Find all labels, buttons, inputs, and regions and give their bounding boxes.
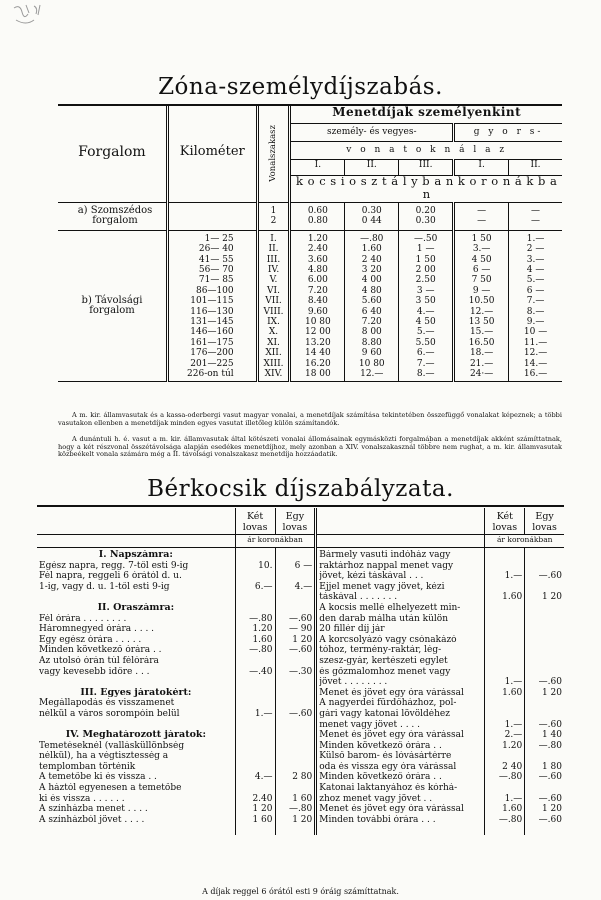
left-item-text: I. Napszámra: (98, 550, 173, 560)
class-I-personal: I. (290, 159, 345, 175)
row-b-kilometer: 101—115 (190, 296, 234, 307)
row-b-kilometer: 1— 25 (204, 233, 234, 244)
row-a1-p5: — (531, 206, 541, 216)
row-b-price: 1 — (416, 244, 435, 255)
row-b-price: 12 00 (304, 327, 331, 338)
col-egy-lovas-left: Egy lovas (275, 508, 316, 535)
right-item-egy-lovas (527, 550, 562, 561)
right-item-egy-lovas: —.60 (538, 772, 562, 783)
row-b-kilometer: 116—130 (190, 306, 234, 317)
col-egy-lovas-right: Egy lovas (525, 508, 564, 535)
left-item-egy-lovas: 6 — (294, 560, 313, 571)
left-item-text: Az utolsó órán túl félórára (39, 655, 159, 666)
row-b-kilometer: 71— 85 (198, 275, 234, 286)
right-item-text: Bármely vasuti indóház vagy (319, 550, 451, 560)
row-a1-p4: — (477, 206, 487, 216)
right-item-egy-lovas: —.60 (538, 571, 562, 582)
right-item-ket-lovas (487, 582, 522, 593)
right-item-text: raktárhoz nappal menet vagy (319, 560, 454, 571)
right-item-ket-lovas: 2 40 (502, 761, 523, 772)
right-item-egy-lovas (527, 645, 562, 656)
right-item-text: Éjjel menet vagy jövet, kézi (319, 581, 445, 592)
left-item-ket-lovas: 1.60 (252, 634, 273, 645)
row-b-price: 9.60 (307, 306, 328, 317)
zone-fare-table (58, 104, 562, 382)
left-item-ket-lovas (238, 751, 273, 762)
row-b-price: 6 — (526, 285, 545, 296)
header-kilometer: Kilométer (179, 144, 245, 160)
group-szomszedos: a) Szomszédos forgalom (77, 205, 153, 227)
cab-footnote: A díjak reggel 6 órától esti 9 óráig számíttatnak. (202, 887, 399, 896)
right-item-text: Külső barom- és lóvásártérre (319, 751, 452, 762)
right-item-egy-lovas: 1 40 (541, 730, 562, 741)
row-a1-p3: 0.20 (415, 206, 436, 216)
row-b-price: 16.20 (304, 358, 331, 369)
row-b-price: 2 — (526, 244, 545, 255)
left-item-ket-lovas (238, 550, 273, 561)
right-item-egy-lovas: —.60 (538, 793, 562, 804)
left-item-text (39, 592, 233, 603)
row-b-szakasz: IV. (267, 264, 280, 275)
row-b-price: 5.50 (415, 337, 436, 348)
left-item-egy-lovas: 1 60 (292, 793, 313, 804)
right-item-text: tóhoz, termény-raktár, lég- (319, 645, 442, 656)
right-item-text: jövet . . . . . . . . (319, 677, 388, 688)
right-item-ket-lovas (487, 667, 522, 678)
row-b-price: 7.20 (361, 316, 382, 327)
right-item-ket-lovas (487, 783, 522, 794)
row-b-price: 2.50 (415, 275, 436, 286)
left-item-text (39, 720, 233, 731)
left-item-egy-lovas (278, 751, 313, 762)
row-b-kilometer: 86—100 (196, 285, 234, 296)
left-item-text: Egy egész órára . . . . . (39, 634, 142, 645)
left-item-text: Megállapodás és visszamenet (39, 698, 175, 709)
left-item-text: nélkül a város sorompóin belül (39, 708, 180, 719)
row-b-price: 24·— (469, 368, 494, 379)
left-item-text: Fél órára . . . . . . . . (39, 613, 127, 624)
row-b-price: 12.— (360, 368, 384, 379)
row-a2-p3: 0.30 (415, 216, 436, 227)
right-item-egy-lovas: 1 20 (541, 804, 562, 815)
row-b-price: 8.80 (361, 337, 382, 348)
left-item-text: vagy kevesebb időre . . . (39, 666, 150, 677)
left-item-ket-lovas (238, 730, 273, 741)
right-item-text: gári vagy katonai lövöldéhez (319, 708, 450, 719)
row-b-price: 5.— (526, 275, 545, 286)
row-b-price: 6.— (416, 348, 435, 359)
row-b-price: 15.— (469, 327, 494, 338)
right-item-text: A kocsis mellé elhelyezett min- (319, 602, 461, 613)
row-b-price: 6.00 (307, 275, 328, 286)
row-b-szakasz: XIII. (263, 358, 284, 369)
right-item-ket-lovas: 1.60 (502, 687, 523, 698)
left-item-egy-lovas: —.60 (288, 613, 313, 624)
left-item-ket-lovas: —.80 (249, 613, 273, 624)
group-tavolsagi: b) Távolsági forgalom (81, 294, 143, 317)
row-b-price: 4.— (416, 306, 435, 317)
right-item-text: den darab málha után külön (319, 613, 449, 624)
row-b-price: 9 60 (361, 348, 382, 359)
left-item-egy-lovas: —.80 (288, 804, 313, 815)
row-b-szakasz: VI. (267, 285, 280, 296)
unit-right: ár koronákban (485, 535, 564, 548)
right-item-ket-lovas (487, 614, 522, 625)
row-a2-p4: — (477, 216, 487, 227)
cab-title-rule (37, 505, 564, 507)
cab-fare-table (37, 508, 564, 835)
row-b-kilometer: 26— 40 (198, 244, 234, 255)
row-b-price: 1 50 (471, 233, 492, 244)
right-item-ket-lovas (487, 645, 522, 656)
row-b-price: —.50 (414, 233, 438, 244)
left-item-egy-lovas (278, 677, 313, 688)
row-b-price: 1.60 (361, 244, 382, 255)
row-b-kilometer: 146—160 (190, 327, 234, 338)
row-b-price: 4.80 (307, 264, 328, 275)
right-item-egy-lovas (527, 635, 562, 646)
right-item-egy-lovas (527, 667, 562, 678)
left-item-ket-lovas: —.80 (249, 645, 273, 656)
left-item-ket-lovas (238, 741, 273, 752)
header-forgalom: Forgalom (78, 143, 146, 160)
right-item-text: Menet és jövet egy óra várással (319, 804, 464, 815)
left-item-egy-lovas: 2 80 (292, 772, 313, 783)
row-b-kilometer: 176—200 (190, 348, 234, 359)
row-b-price: 5.60 (361, 296, 382, 307)
left-item-ket-lovas: 1 60 (252, 814, 273, 825)
left-item-ket-lovas (238, 571, 273, 582)
row-b-price: 7 50 (471, 275, 492, 286)
row-b-price: 13 50 (468, 316, 495, 327)
left-item-text: A színházba menet . . . . (39, 804, 148, 815)
right-item-text: Minden további órára . . . (319, 814, 436, 825)
row-a2-p1: 0.80 (307, 216, 328, 227)
left-item-text: templomban történik (39, 761, 136, 772)
row-b-price: 12.— (469, 306, 494, 317)
right-item-ket-lovas (487, 550, 522, 561)
right-item-text: A korcsolyázó vagy csónakázó (319, 634, 457, 645)
row-b-price: 8.— (416, 368, 435, 379)
right-item-egy-lovas (527, 656, 562, 667)
right-item-ket-lovas (487, 709, 522, 720)
left-item-egy-lovas (278, 783, 313, 794)
right-item-text: 20 fillér díj jár (319, 624, 385, 635)
note-second-paragraph: A dunántuli h. é. vasut a m. kir. államvasutak által kötészeti vonalai állomásainak egymásközti forgalmában a menetdíjak akként számíttatnak, hogy a két részvonal összétávolsága alapján esedékes menetdíjhoz, mely azonban a XIV. vonalszakasznál több̈re nem rughat, a m. kir. államvasutak közbeékelt vonala számára még a II. távolsági vonalszakasz menetdíja hozzáadatik. (58, 435, 562, 459)
left-item-text (39, 677, 233, 688)
row-b-price: 3.60 (307, 254, 328, 265)
left-item-ket-lovas (238, 688, 273, 699)
right-item-text: Katonai laktanyához és kórhá- (319, 783, 458, 794)
right-item-egy-lovas: —.80 (538, 740, 562, 751)
right-item-text: és gőzmalomhoz menet vagy (319, 666, 451, 677)
row-b-kilometer: 131—145 (190, 316, 234, 327)
row-b-szakasz: III. (266, 254, 281, 265)
left-item-ket-lovas: 2.40 (252, 793, 273, 804)
right-item-ket-lovas: 1.— (504, 677, 523, 688)
left-item-egy-lovas: —.30 (288, 666, 313, 677)
left-item-ket-lovas: 4.— (254, 772, 273, 783)
row-b-price: 7.— (416, 358, 435, 369)
class-II-fast: II. (509, 159, 562, 175)
left-item-egy-lovas: 4.— (294, 581, 313, 592)
right-item-ket-lovas (487, 561, 522, 572)
cab-fare-title: Bérkocsik díjszabályzata. (147, 476, 454, 502)
row-b-price: 6 — (472, 264, 491, 275)
row-b-price: 4 00 (361, 275, 382, 286)
row-b-szakasz: XIV. (264, 368, 283, 379)
row-b-kilometer: 226-on túl (187, 368, 234, 379)
right-item-egy-lovas (527, 751, 562, 762)
right-item-egy-lovas: —.60 (538, 719, 562, 730)
right-item-egy-lovas: —.60 (538, 677, 562, 688)
right-item-text: Minden következő órára . . (319, 772, 442, 783)
row-b-price: 6 40 (361, 306, 382, 317)
left-item-text: Minden következő órára . . (39, 645, 162, 656)
row-b-price: 3.— (526, 254, 545, 265)
row-b-price: 10 80 (358, 358, 385, 369)
row-b-price: 3 20 (361, 264, 382, 275)
left-item-text: A temetőbe ki és vissza . . (39, 772, 157, 783)
right-item-ket-lovas: 1.— (504, 719, 523, 730)
left-item-egy-lovas (278, 656, 313, 667)
left-item-egy-lovas (278, 550, 313, 561)
right-item-ket-lovas: 1.60 (502, 804, 523, 815)
left-item-ket-lovas: 10. (258, 560, 273, 571)
row-b-price: 9 — (472, 285, 491, 296)
right-item-ket-lovas (487, 656, 522, 667)
col-ket-lovas-right: Két lovas (485, 508, 525, 535)
row-a1-p2: 0.30 (361, 206, 382, 216)
row-b-szakasz: XII. (265, 348, 282, 359)
left-item-text: II. Óraszámra: (97, 602, 175, 613)
right-item-text: oda és vissza egy óra várással (319, 761, 457, 772)
class-II-personal: II. (345, 159, 399, 175)
left-item-egy-lovas: 1 20 (292, 814, 313, 825)
row-a2-szakasz: 2 (270, 216, 277, 227)
row-b-price: 3 — (416, 285, 435, 296)
right-item-ket-lovas: —.80 (498, 814, 523, 825)
right-item-egy-lovas (527, 603, 562, 614)
row-b-price: 8 00 (361, 327, 382, 338)
header-gyors: g y o r s- (473, 127, 544, 138)
left-item-ket-lovas (238, 698, 273, 709)
left-item-egy-lovas (278, 730, 313, 741)
row-b-price: 10 80 (304, 316, 331, 327)
right-item-egy-lovas: 1 20 (541, 687, 562, 698)
row-b-price: 3 50 (415, 296, 436, 307)
right-item-text: menet vagy jövet . . . . (319, 719, 421, 730)
row-b-szakasz: I. (270, 233, 277, 244)
left-item-egy-lovas: —.60 (288, 645, 313, 656)
row-b-price: 10 — (523, 327, 548, 338)
row-b-kilometer: 201—225 (190, 358, 234, 369)
left-item-text: III. Egyes járatokért: (80, 687, 192, 698)
header-vonalszakasz: Vonalszakasz (268, 124, 279, 182)
left-item-ket-lovas (238, 762, 273, 773)
right-item-text: A nagyerdei fürdőházhoz, pol- (319, 698, 457, 709)
right-item-egy-lovas (527, 709, 562, 720)
row-b-price: 18 00 (304, 368, 331, 379)
row-b-price: 4 50 (415, 316, 436, 327)
left-item-text: 1-ig, vagy d. u. 1-től esti 9-ig (39, 581, 170, 592)
right-item-egy-lovas: —.60 (538, 814, 562, 825)
right-item-ket-lovas: 2.— (504, 730, 523, 741)
row-b-price: 2 00 (415, 264, 436, 275)
left-item-ket-lovas (238, 603, 273, 614)
left-item-text: Fél napra, reggeli 6 órától d. u. (39, 571, 182, 582)
row-a1-p1: 0.60 (307, 206, 328, 216)
row-b-szakasz: II. (268, 244, 279, 255)
row-b-price: 4 50 (471, 254, 492, 265)
left-item-ket-lovas (238, 677, 273, 688)
right-item-text: zhoz menet vagy jövet . . (319, 793, 433, 804)
header-menetdijak: Menetdíjak személyenkint (332, 105, 522, 120)
col-ket-lovas-left: Két lovas (235, 508, 275, 535)
left-item-text: Temetéseknél (vallásküllönbség (39, 740, 185, 751)
row-b-szakasz: V. (269, 275, 278, 286)
left-item-ket-lovas: 1.20 (252, 624, 273, 635)
row-a1-szakasz: 1 (270, 206, 277, 216)
left-item-ket-lovas: 6.— (254, 581, 273, 592)
right-item-egy-lovas (527, 698, 562, 709)
left-item-egy-lovas (278, 571, 313, 582)
row-b-price: 12.— (523, 348, 548, 359)
row-b-szakasz: XI. (267, 337, 280, 348)
row-b-price: 5.— (416, 327, 435, 338)
left-item-egy-lovas (278, 592, 313, 603)
row-b-price: —.80 (360, 233, 384, 244)
left-item-egy-lovas (278, 720, 313, 731)
row-b-price: 11.— (523, 337, 548, 348)
right-item-text: Minden következő órára . . (319, 740, 442, 751)
right-item-ket-lovas: 1.20 (502, 740, 523, 751)
row-b-price: 16.— (523, 368, 548, 379)
left-item-text: ki és vissza . . . . . . (39, 793, 125, 804)
row-b-price: 9.— (526, 316, 545, 327)
right-item-egy-lovas (527, 624, 562, 635)
right-item-egy-lovas (527, 783, 562, 794)
right-item-ket-lovas: 1.— (504, 571, 523, 582)
right-item-text: szesz-gyár, kertészeti egylet (319, 655, 448, 666)
header-vonatoknal: v o n a t o k n á l a z (346, 145, 508, 156)
row-b-szakasz: VII. (265, 296, 282, 307)
right-item-ket-lovas (487, 624, 522, 635)
row-b-price: 3.— (472, 244, 491, 255)
row-b-price: 4 80 (361, 285, 382, 296)
left-item-ket-lovas (238, 720, 273, 731)
left-item-egy-lovas (278, 688, 313, 699)
left-item-egy-lovas: — 90 (288, 624, 313, 635)
row-b-price: 14.— (523, 358, 548, 369)
left-item-egy-lovas (278, 741, 313, 752)
row-b-price: 14 40 (304, 348, 331, 359)
row-b-price: 7.20 (307, 285, 328, 296)
row-b-szakasz: VIII. (263, 306, 284, 317)
right-item-text: jövet, kézi táskával . . . (319, 571, 424, 582)
row-b-price: 1.— (526, 233, 545, 244)
right-item-ket-lovas (487, 635, 522, 646)
right-item-egy-lovas (527, 561, 562, 572)
row-b-price: 1.20 (307, 233, 328, 244)
header-szemely: személy- és vegyes- (327, 127, 417, 138)
right-item-text: táskával . . . . . . . (319, 592, 398, 603)
pencil-scribble-mark (10, 2, 56, 32)
left-item-text: Egész napra, regg. 7-től esti 9-ig (39, 560, 189, 571)
right-item-ket-lovas (487, 751, 522, 762)
class-I-fast: I. (454, 159, 509, 175)
right-item-ket-lovas: 1.— (504, 793, 523, 804)
unit-left: ár koronákban (235, 535, 316, 548)
left-item-ket-lovas: 1 20 (252, 804, 273, 815)
left-item-text: Háromnegyed órára . . . . (39, 624, 155, 635)
row-b-price: 21.— (469, 358, 494, 369)
header-kocsiosztaly: k o c s i o s z t á l y b a n k o r o n á k b a n (295, 174, 558, 201)
left-item-ket-lovas (238, 783, 273, 794)
right-item-text: Menet és jövet egy óra várással (319, 687, 464, 698)
zone-fare-title: Zóna-személydíjszabás. (158, 74, 443, 100)
row-b-price: 2 40 (361, 254, 382, 265)
left-item-text: nélkül), ha a végtisztesség a (39, 751, 169, 762)
right-item-egy-lovas: 1 20 (541, 592, 562, 603)
right-item-ket-lovas (487, 603, 522, 614)
row-b-szakasz: X. (268, 327, 279, 338)
left-item-egy-lovas: —.60 (288, 708, 313, 719)
row-b-szakasz: IX. (267, 316, 280, 327)
left-item-text: A háztól egyenesen a temetőbe (39, 783, 182, 794)
right-item-egy-lovas: 1 80 (541, 761, 562, 772)
row-b-price: 7.— (526, 296, 545, 307)
left-item-egy-lovas: 1 20 (292, 634, 313, 645)
row-b-price: 4 — (526, 264, 545, 275)
left-item-text: A színházból jövet . . . . (39, 814, 145, 825)
left-item-text: IV. Meghatározott járatok: (65, 730, 207, 741)
left-item-ket-lovas: —.40 (249, 666, 273, 677)
row-b-kilometer: 161—175 (190, 337, 234, 348)
left-item-ket-lovas: 1.— (254, 708, 273, 719)
row-b-price: 1 50 (415, 254, 436, 265)
row-a2-p5: — (531, 216, 541, 227)
row-b-price: 16.50 (468, 337, 495, 348)
right-item-ket-lovas: 1.60 (502, 592, 523, 603)
left-item-ket-lovas (238, 656, 273, 667)
row-b-price: 8.— (526, 306, 545, 317)
left-item-egy-lovas (278, 762, 313, 773)
right-item-ket-lovas (487, 698, 522, 709)
row-b-price: 10.50 (468, 296, 495, 307)
left-item-egy-lovas (278, 698, 313, 709)
right-item-egy-lovas (527, 582, 562, 593)
note-first-paragraph: A m. kir. államvasutak és a kassa-oderbergi vasut magyar vonalai, a menetdíjak számítása tekintetében összefüggő vonalakat képeznek; a többi vasutakon ellenben a menetdíjak minden egyes vasutat illetőleg külön számítandók. (58, 411, 562, 427)
row-b-kilometer: 41— 55 (198, 254, 234, 265)
row-b-price: 2.40 (307, 244, 328, 255)
right-item-egy-lovas (527, 614, 562, 625)
row-b-kilometer: 56— 70 (198, 264, 234, 275)
row-b-price: 18.— (469, 348, 494, 359)
row-b-price: 8.40 (307, 296, 328, 307)
right-item-ket-lovas: —.80 (498, 772, 523, 783)
right-item-text: Menet és jövet egy óra várással (319, 730, 464, 741)
row-a2-p2: 0 44 (361, 216, 382, 227)
class-III-personal: III. (399, 159, 454, 175)
left-item-egy-lovas (278, 603, 313, 614)
left-item-ket-lovas (238, 592, 273, 603)
row-b-price: 13.20 (304, 337, 331, 348)
